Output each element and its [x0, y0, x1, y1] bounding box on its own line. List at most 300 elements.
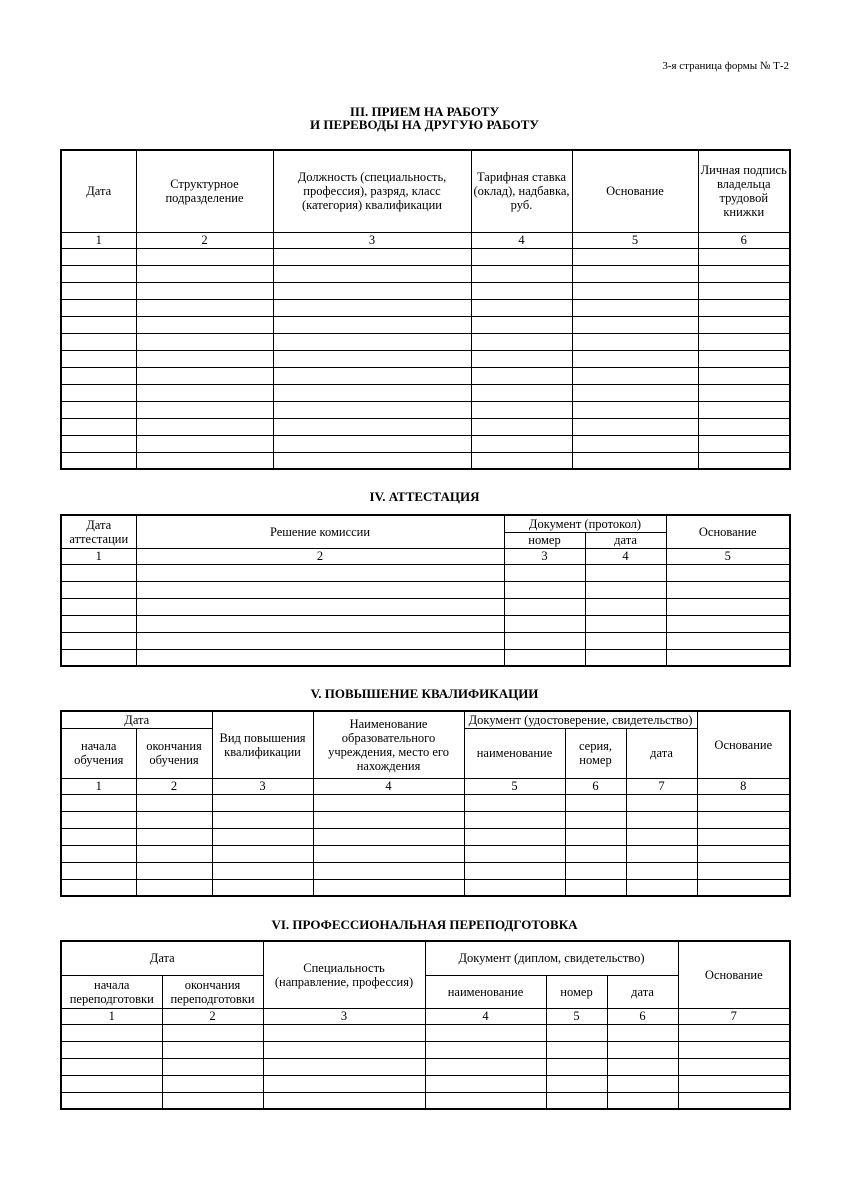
- table-cell[interactable]: [136, 265, 273, 282]
- table-cell[interactable]: [212, 828, 313, 845]
- col-header-end: окончания переподготовки: [162, 975, 263, 1008]
- table-cell[interactable]: [464, 879, 565, 896]
- table-cell[interactable]: [678, 1058, 790, 1075]
- col-header-institution: Наименование образовательного учреждения, место его нахождения: [313, 711, 464, 778]
- table-cell[interactable]: [162, 1058, 263, 1075]
- table-cell[interactable]: [565, 811, 626, 828]
- column-number: 7: [678, 1008, 790, 1024]
- table-cell[interactable]: [698, 350, 790, 367]
- table-row: [61, 333, 790, 350]
- table-row: [61, 581, 790, 598]
- table-cell[interactable]: [698, 299, 790, 316]
- table-cell[interactable]: [698, 265, 790, 282]
- table-cell[interactable]: [504, 564, 585, 581]
- table-cell[interactable]: [61, 811, 136, 828]
- column-number: 4: [585, 548, 666, 564]
- table-cell[interactable]: [572, 265, 698, 282]
- column-number-row: [61, 778, 790, 794]
- table-cell[interactable]: [61, 1075, 162, 1092]
- col-header-number: номер: [504, 532, 585, 548]
- table-cell[interactable]: [565, 828, 626, 845]
- table-cell[interactable]: [572, 452, 698, 469]
- column-number: 2: [136, 548, 504, 564]
- table-cell[interactable]: [162, 1075, 263, 1092]
- table-cell[interactable]: [572, 418, 698, 435]
- table-cell[interactable]: [263, 1092, 425, 1109]
- table-cell[interactable]: [698, 435, 790, 452]
- table-cell[interactable]: [263, 1024, 425, 1041]
- table-cell[interactable]: [666, 649, 790, 666]
- column-number: 6: [565, 778, 626, 794]
- table-cell[interactable]: [61, 1058, 162, 1075]
- table-cell[interactable]: [313, 879, 464, 896]
- column-number: 4: [425, 1008, 546, 1024]
- column-number-row: [61, 1008, 790, 1024]
- table-cell[interactable]: [565, 879, 626, 896]
- table-cell[interactable]: [61, 401, 136, 418]
- table-cell[interactable]: [572, 299, 698, 316]
- table-row: [61, 265, 790, 282]
- table-cell[interactable]: [572, 248, 698, 265]
- table-cell[interactable]: [585, 564, 666, 581]
- col-header-doc-date: дата: [626, 728, 697, 778]
- table-row: [61, 452, 790, 469]
- col-header-signature: Личная подпись владельца трудовой книжки: [698, 150, 790, 232]
- table-cell[interactable]: [212, 794, 313, 811]
- table-cell[interactable]: [697, 811, 790, 828]
- table-cell[interactable]: [136, 862, 212, 879]
- table-cell[interactable]: [425, 1075, 546, 1092]
- table-cell[interactable]: [678, 1092, 790, 1109]
- col-header-doc-date: дата: [607, 975, 678, 1008]
- table-cell[interactable]: [273, 333, 471, 350]
- table-cell[interactable]: [61, 248, 136, 265]
- table-cell[interactable]: [572, 435, 698, 452]
- col-header-department: Структурное подразделение: [136, 150, 273, 232]
- table-cell[interactable]: [678, 1041, 790, 1058]
- section3-title: [0, 105, 849, 131]
- col-header-decision: Решение комиссии: [136, 515, 504, 548]
- column-number: 3: [212, 778, 313, 794]
- table-row: [61, 282, 790, 299]
- table-cell[interactable]: [61, 615, 136, 632]
- table-cell[interactable]: [263, 1041, 425, 1058]
- table-cell[interactable]: [678, 1075, 790, 1092]
- table-row: [61, 862, 790, 879]
- attestation-table: [60, 514, 791, 667]
- table-cell[interactable]: [273, 384, 471, 401]
- table-cell[interactable]: [666, 581, 790, 598]
- table-cell[interactable]: [136, 435, 273, 452]
- col-header-date: Дата: [61, 150, 136, 232]
- column-number: 3: [504, 548, 585, 564]
- table-cell[interactable]: [136, 367, 273, 384]
- table-cell[interactable]: [425, 1092, 546, 1109]
- table-cell[interactable]: [607, 1024, 678, 1041]
- table-cell[interactable]: [61, 282, 136, 299]
- table-row: [61, 435, 790, 452]
- table-cell[interactable]: [464, 828, 565, 845]
- table-cell[interactable]: [572, 384, 698, 401]
- table-cell[interactable]: [162, 1092, 263, 1109]
- table-row: [61, 564, 790, 581]
- table-cell[interactable]: [212, 862, 313, 879]
- col-header-doc-number: номер: [546, 975, 607, 1008]
- table-row: [61, 384, 790, 401]
- table-row: [61, 299, 790, 316]
- table-cell[interactable]: [61, 435, 136, 452]
- table-cell[interactable]: [471, 418, 572, 435]
- col-header-specialty: Специальность (направление, профессия): [263, 941, 425, 1008]
- table-cell[interactable]: [546, 1041, 607, 1058]
- table-cell[interactable]: [313, 828, 464, 845]
- column-number: 8: [697, 778, 790, 794]
- table-cell[interactable]: [464, 794, 565, 811]
- column-number: 7: [626, 778, 697, 794]
- table-cell[interactable]: [136, 333, 273, 350]
- column-number: 1: [61, 778, 136, 794]
- table-cell[interactable]: [61, 333, 136, 350]
- table-cell[interactable]: [136, 401, 273, 418]
- table-cell[interactable]: [136, 828, 212, 845]
- table-cell[interactable]: [572, 333, 698, 350]
- table-cell[interactable]: [698, 418, 790, 435]
- table-cell[interactable]: [572, 401, 698, 418]
- table-cell[interactable]: [572, 350, 698, 367]
- column-number: 5: [464, 778, 565, 794]
- table-cell[interactable]: [471, 333, 572, 350]
- column-number: 5: [546, 1008, 607, 1024]
- table-cell[interactable]: [585, 615, 666, 632]
- col-header-start: начала переподготовки: [61, 975, 162, 1008]
- table-cell[interactable]: [565, 794, 626, 811]
- table-cell[interactable]: [626, 845, 697, 862]
- col-header-date: Дата: [61, 711, 212, 728]
- table-cell[interactable]: [471, 265, 572, 282]
- table-cell[interactable]: [585, 581, 666, 598]
- table-cell[interactable]: [61, 632, 136, 649]
- table-cell[interactable]: [546, 1075, 607, 1092]
- table-header-row: [61, 711, 790, 728]
- table-cell[interactable]: [136, 845, 212, 862]
- table-cell[interactable]: [607, 1092, 678, 1109]
- table-cell[interactable]: [698, 316, 790, 333]
- table-cell[interactable]: [626, 828, 697, 845]
- col-header-date: Дата: [61, 941, 263, 975]
- table-cell[interactable]: [212, 879, 313, 896]
- column-number-row: [61, 548, 790, 564]
- table-cell[interactable]: [61, 265, 136, 282]
- table-row: [61, 879, 790, 896]
- table-cell[interactable]: [697, 828, 790, 845]
- table-cell[interactable]: [698, 384, 790, 401]
- table-row: [61, 1058, 790, 1075]
- employment-table: [60, 149, 791, 470]
- table-cell[interactable]: [471, 299, 572, 316]
- table-cell[interactable]: [273, 282, 471, 299]
- table-cell[interactable]: [464, 811, 565, 828]
- table-cell[interactable]: [471, 384, 572, 401]
- col-header-start: начала обучения: [61, 728, 136, 778]
- table-cell[interactable]: [61, 845, 136, 862]
- table-row: [61, 1024, 790, 1041]
- table-cell[interactable]: [471, 367, 572, 384]
- table-cell[interactable]: [136, 299, 273, 316]
- table-cell[interactable]: [162, 1024, 263, 1041]
- table-cell[interactable]: [136, 350, 273, 367]
- empty-rows: [61, 248, 790, 469]
- table-header-row: [61, 941, 790, 975]
- table-cell[interactable]: [136, 248, 273, 265]
- table-cell[interactable]: [546, 1058, 607, 1075]
- column-number: 3: [263, 1008, 425, 1024]
- table-cell[interactable]: [162, 1041, 263, 1058]
- table-cell[interactable]: [136, 794, 212, 811]
- table-cell[interactable]: [425, 1041, 546, 1058]
- table-cell[interactable]: [698, 452, 790, 469]
- column-number: 1: [61, 1008, 162, 1024]
- table-cell[interactable]: [136, 316, 273, 333]
- table-cell[interactable]: [585, 598, 666, 615]
- table-row: [61, 401, 790, 418]
- table-cell[interactable]: [471, 401, 572, 418]
- retraining-table: [60, 940, 791, 1110]
- table-cell[interactable]: [136, 811, 212, 828]
- table-cell[interactable]: [697, 862, 790, 879]
- table-row: [61, 367, 790, 384]
- table-cell[interactable]: [61, 418, 136, 435]
- col-header-rate: Тарифная ставка (оклад), надбавка, руб.: [471, 150, 572, 232]
- table-cell[interactable]: [61, 1041, 162, 1058]
- table-row: [61, 632, 790, 649]
- table-cell[interactable]: [61, 862, 136, 879]
- table-cell[interactable]: [136, 615, 504, 632]
- col-header-attestation-date: Дата аттестации: [61, 515, 136, 548]
- table-row: [61, 828, 790, 845]
- table-cell[interactable]: [61, 299, 136, 316]
- table-cell[interactable]: [471, 316, 572, 333]
- table-cell[interactable]: [626, 862, 697, 879]
- table-cell[interactable]: [585, 649, 666, 666]
- table-cell[interactable]: [61, 350, 136, 367]
- table-cell[interactable]: [273, 299, 471, 316]
- table-cell[interactable]: [504, 581, 585, 598]
- table-cell[interactable]: [313, 794, 464, 811]
- table-cell[interactable]: [425, 1058, 546, 1075]
- col-header-basis: Основание: [572, 150, 698, 232]
- table-cell[interactable]: [136, 879, 212, 896]
- table-cell[interactable]: [136, 581, 504, 598]
- col-header-basis: Основание: [666, 515, 790, 548]
- col-header-doc-name: наименование: [464, 728, 565, 778]
- table-cell[interactable]: [666, 564, 790, 581]
- table-cell[interactable]: [546, 1024, 607, 1041]
- col-header-end: окончания обучения: [136, 728, 212, 778]
- table-cell[interactable]: [273, 401, 471, 418]
- table-cell[interactable]: [136, 418, 273, 435]
- table-cell[interactable]: [61, 384, 136, 401]
- empty-rows: [61, 564, 790, 666]
- table-cell[interactable]: [136, 598, 504, 615]
- table-cell[interactable]: [565, 862, 626, 879]
- table-cell[interactable]: [504, 598, 585, 615]
- table-cell[interactable]: [572, 316, 698, 333]
- empty-rows: [61, 794, 790, 896]
- qualification-table: [60, 710, 791, 897]
- table-cell[interactable]: [263, 1075, 425, 1092]
- section6-title: VI. ПРОФЕССИОНАЛЬНАЯ ПЕРЕПОДГОТОВКА: [271, 917, 578, 932]
- table-cell[interactable]: [572, 282, 698, 299]
- table-cell[interactable]: [698, 248, 790, 265]
- table-cell[interactable]: [666, 632, 790, 649]
- table-row: [61, 811, 790, 828]
- col-header-basis: Основание: [697, 711, 790, 778]
- form-page-label: 3-я страница формы № Т-2: [662, 60, 789, 72]
- table-row: [61, 845, 790, 862]
- table-cell[interactable]: [666, 598, 790, 615]
- column-number: 2: [162, 1008, 263, 1024]
- table-row: [61, 418, 790, 435]
- section5-title: V. ПОВЫШЕНИЕ КВАЛИФИКАЦИИ: [310, 686, 539, 701]
- table-cell[interactable]: [61, 598, 136, 615]
- table-cell[interactable]: [61, 828, 136, 845]
- column-number: 4: [471, 232, 572, 248]
- table-cell[interactable]: [61, 649, 136, 666]
- column-number: 3: [273, 232, 471, 248]
- table-cell[interactable]: [273, 418, 471, 435]
- table-cell[interactable]: [471, 350, 572, 367]
- empty-rows: [61, 1024, 790, 1109]
- table-cell[interactable]: [585, 632, 666, 649]
- column-number: 1: [61, 232, 136, 248]
- column-number: 6: [607, 1008, 678, 1024]
- table-cell[interactable]: [626, 794, 697, 811]
- table-cell[interactable]: [61, 1092, 162, 1109]
- table-cell[interactable]: [607, 1058, 678, 1075]
- col-header-series: серия, номер: [565, 728, 626, 778]
- table-cell[interactable]: [273, 248, 471, 265]
- table-cell[interactable]: [273, 452, 471, 469]
- col-header-basis: Основание: [678, 941, 790, 1008]
- column-number-row: [61, 232, 790, 248]
- section4-title: IV. АТТЕСТАЦИЯ: [369, 489, 480, 504]
- table-cell[interactable]: [273, 435, 471, 452]
- table-row: [61, 794, 790, 811]
- table-cell[interactable]: [464, 862, 565, 879]
- table-cell[interactable]: [136, 384, 273, 401]
- table-cell[interactable]: [698, 333, 790, 350]
- table-cell[interactable]: [61, 1024, 162, 1041]
- table-cell[interactable]: [697, 794, 790, 811]
- table-cell[interactable]: [273, 367, 471, 384]
- table-cell[interactable]: [273, 265, 471, 282]
- table-cell[interactable]: [471, 452, 572, 469]
- col-header-document: Документ (диплом, свидетельство): [425, 941, 678, 975]
- table-cell[interactable]: [273, 350, 471, 367]
- col-header-document: Документ (протокол): [504, 515, 666, 532]
- table-cell[interactable]: [212, 845, 313, 862]
- table-cell[interactable]: [61, 316, 136, 333]
- table-cell[interactable]: [607, 1041, 678, 1058]
- table-cell[interactable]: [678, 1024, 790, 1041]
- table-cell[interactable]: [313, 862, 464, 879]
- table-cell[interactable]: [666, 615, 790, 632]
- table-cell[interactable]: [572, 367, 698, 384]
- table-cell[interactable]: [698, 401, 790, 418]
- table-cell[interactable]: [273, 316, 471, 333]
- table-header-row: [61, 515, 790, 532]
- column-number: 5: [572, 232, 698, 248]
- table-cell[interactable]: [61, 794, 136, 811]
- table-cell[interactable]: [607, 1075, 678, 1092]
- table-header-row: [61, 150, 790, 232]
- table-cell[interactable]: [698, 282, 790, 299]
- col-header-doc-date: дата: [585, 532, 666, 548]
- table-cell[interactable]: [263, 1058, 425, 1075]
- table-cell[interactable]: [61, 452, 136, 469]
- table-cell[interactable]: [565, 845, 626, 862]
- table-cell[interactable]: [425, 1024, 546, 1041]
- table-cell[interactable]: [697, 879, 790, 896]
- table-row: [61, 248, 790, 265]
- table-cell[interactable]: [313, 811, 464, 828]
- column-number: 6: [698, 232, 790, 248]
- table-cell[interactable]: [136, 452, 273, 469]
- column-number: 2: [136, 778, 212, 794]
- table-cell[interactable]: [136, 649, 504, 666]
- table-cell[interactable]: [471, 248, 572, 265]
- table-cell[interactable]: [61, 564, 136, 581]
- table-cell[interactable]: [61, 367, 136, 384]
- table-cell[interactable]: [504, 649, 585, 666]
- table-cell[interactable]: [698, 367, 790, 384]
- table-row: [61, 316, 790, 333]
- col-header-kind: Вид повышения квалификации: [212, 711, 313, 778]
- table-cell[interactable]: [61, 879, 136, 896]
- table-cell[interactable]: [464, 845, 565, 862]
- column-number: 2: [136, 232, 273, 248]
- table-cell[interactable]: [61, 581, 136, 598]
- section3-title-line2: И ПЕРЕВОДЫ НА ДРУГУЮ РАБОТУ: [310, 117, 539, 132]
- table-row: [61, 615, 790, 632]
- table-row: [61, 1092, 790, 1109]
- table-cell[interactable]: [136, 282, 273, 299]
- table-row: [61, 350, 790, 367]
- table-cell[interactable]: [504, 615, 585, 632]
- section3-title-line1: III. ПРИЕМ НА РАБОТУ: [349, 104, 500, 119]
- table-row: [61, 598, 790, 615]
- table-cell[interactable]: [504, 632, 585, 649]
- table-cell[interactable]: [471, 282, 572, 299]
- column-number: 1: [61, 548, 136, 564]
- table-cell[interactable]: [136, 632, 504, 649]
- col-header-document: Документ (удостоверение, свидетельство): [464, 711, 697, 728]
- table-cell[interactable]: [626, 879, 697, 896]
- column-number: 5: [666, 548, 790, 564]
- column-number: 4: [313, 778, 464, 794]
- table-cell[interactable]: [212, 811, 313, 828]
- table-cell[interactable]: [546, 1092, 607, 1109]
- table-cell[interactable]: [313, 845, 464, 862]
- table-cell[interactable]: [471, 435, 572, 452]
- table-row: [61, 1075, 790, 1092]
- table-row: [61, 649, 790, 666]
- col-header-doc-name: наименование: [425, 975, 546, 1008]
- table-cell[interactable]: [626, 811, 697, 828]
- table-cell[interactable]: [697, 845, 790, 862]
- table-cell[interactable]: [136, 564, 504, 581]
- table-row: [61, 1041, 790, 1058]
